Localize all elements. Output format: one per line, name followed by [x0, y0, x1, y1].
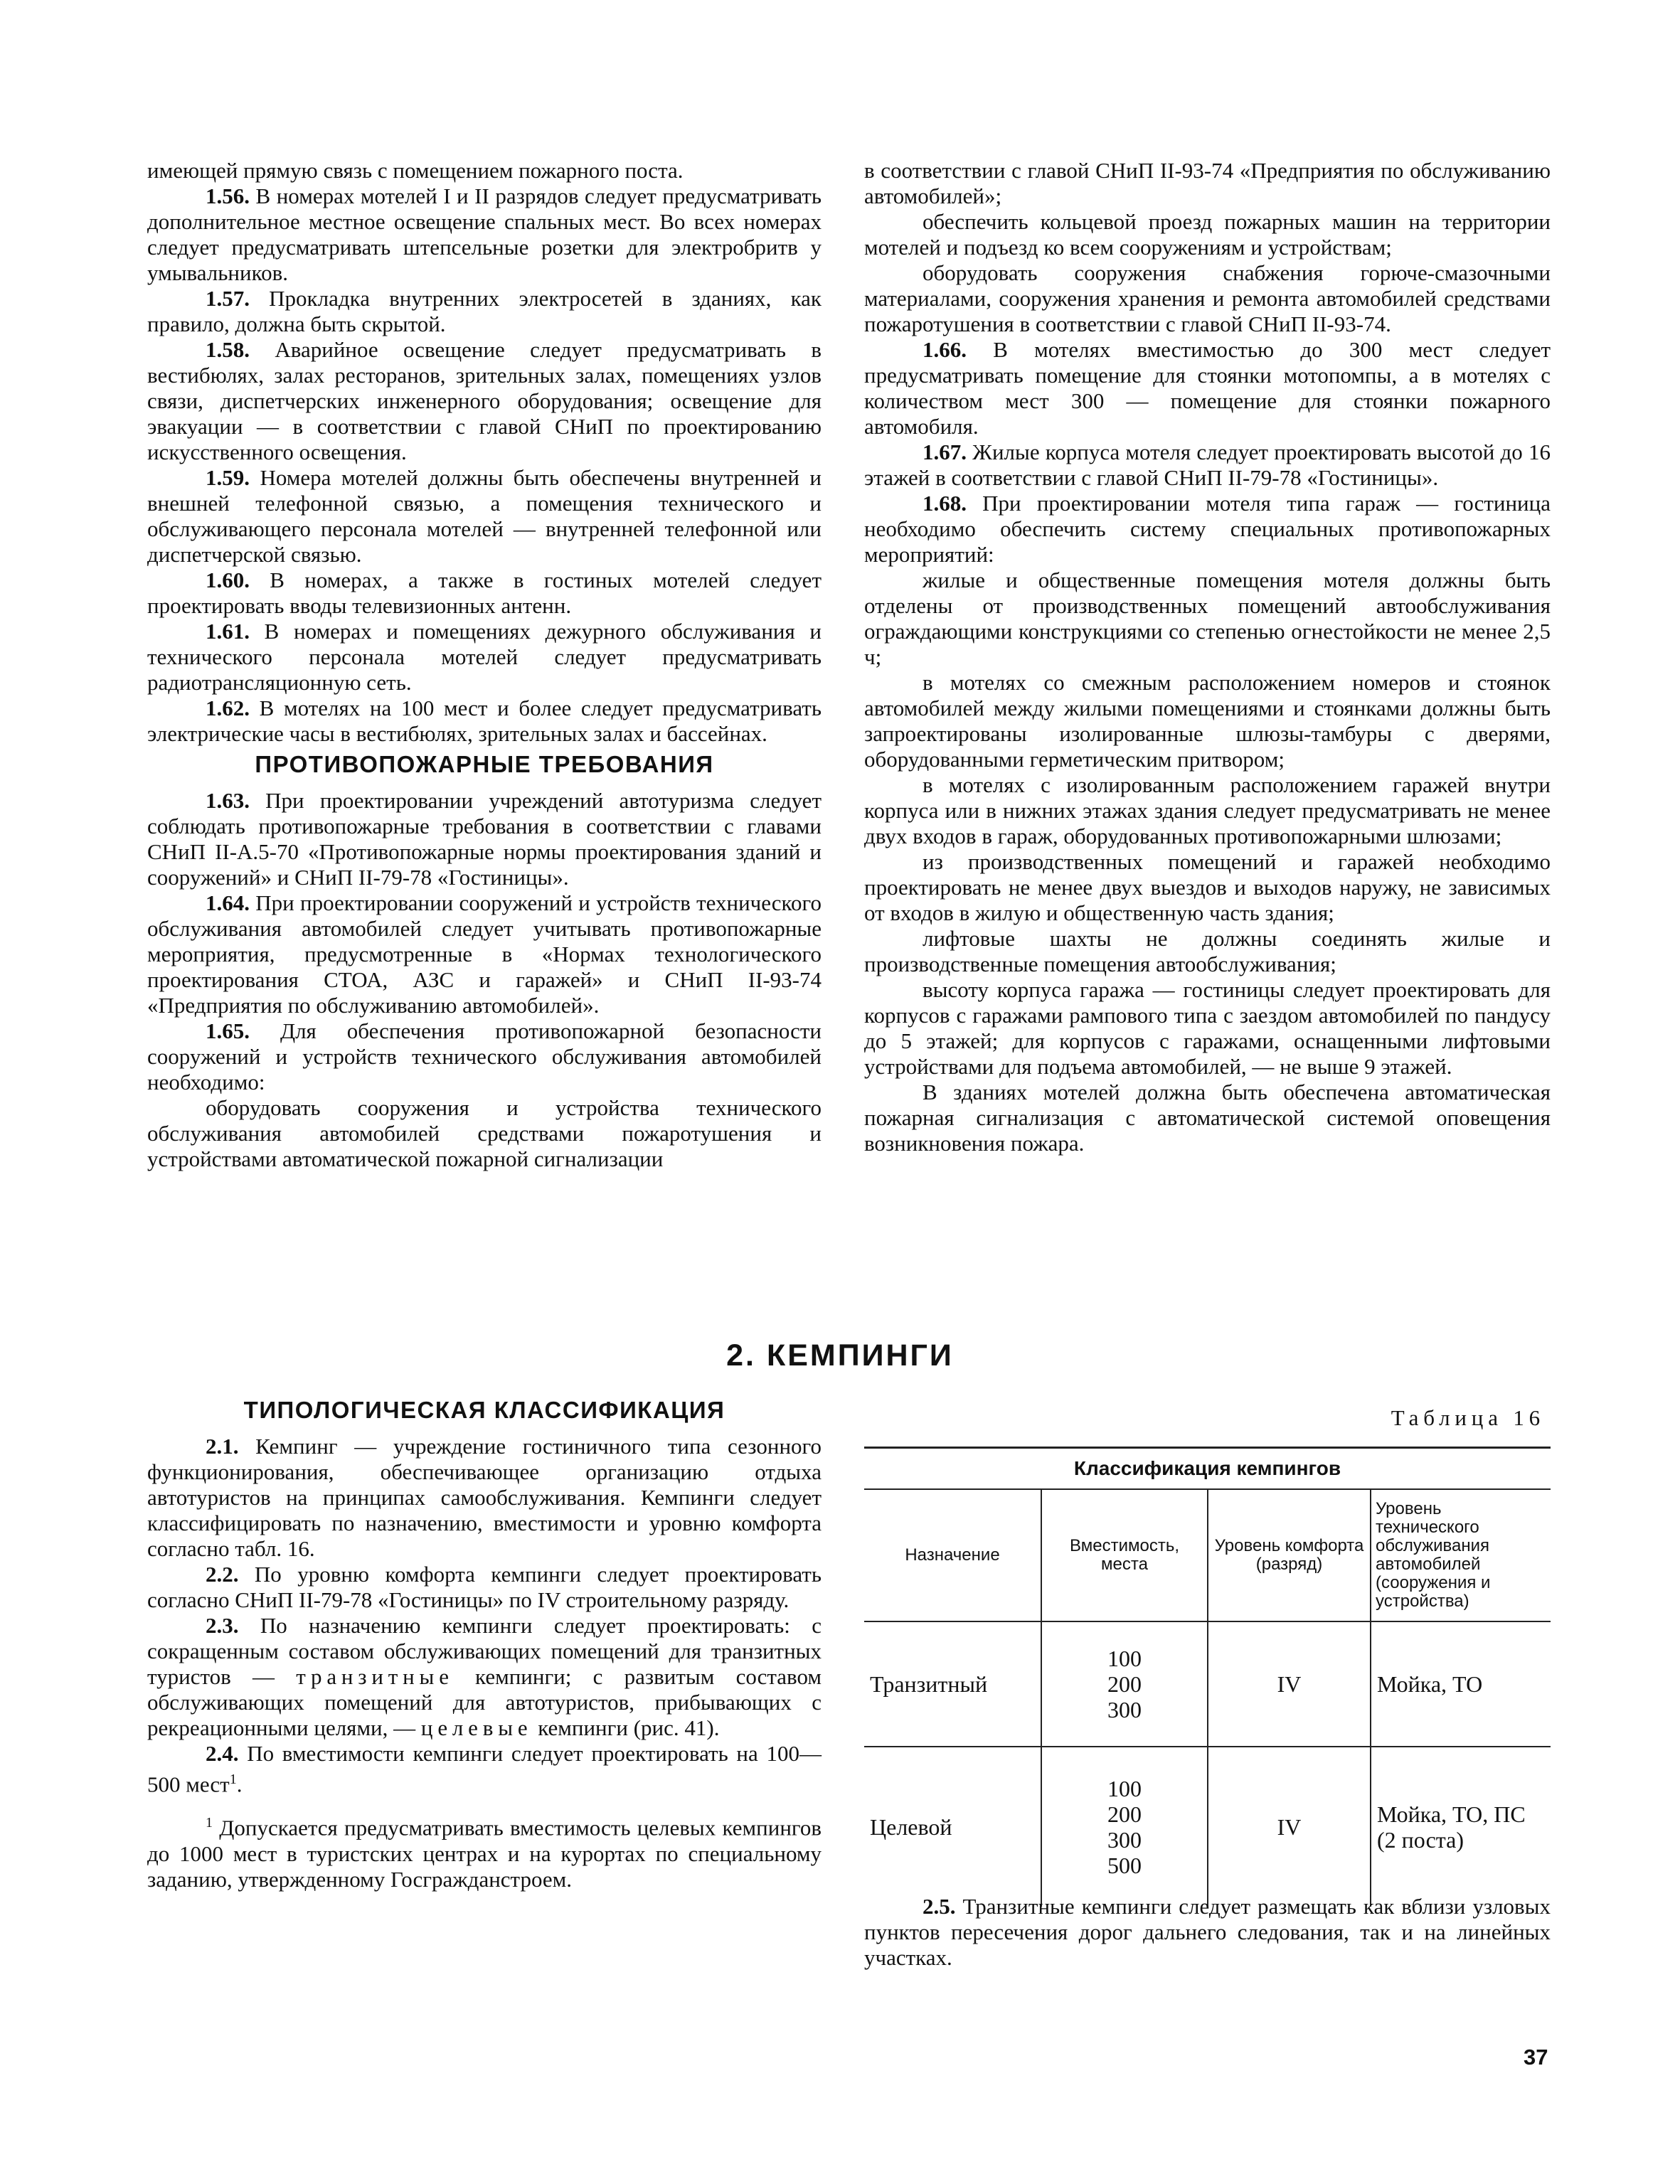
table-row	[864, 1621, 1551, 1747]
clause-text: По назначению кемпинги следует проектировать: с сокращенным составом обслуживающих помещений для транзитных туристов —	[147, 1613, 822, 1689]
clause-number: 1.60.	[206, 568, 250, 592]
clause-text: Жилые корпуса мотеля следует проектировать высотой до 16 этажей в соответствии с главой СНиП II-79-78 «Гостиницы».	[864, 440, 1551, 490]
clause-number: 1.61.	[206, 619, 250, 644]
cell-capacity	[1041, 1747, 1208, 1907]
footnote	[147, 1810, 822, 1892]
page-number: 37	[1524, 2045, 1548, 2070]
footnote-text	[147, 1810, 822, 1892]
clause-text: Аварийное освещение следует предусматривать в вестибюлях, залах ресторанов, зрительных залах, помещениях узлов связи, диспетчерских инженерного оборудования; освещение для эвакуации — в соответствии с главой СНиП по проектированию искусственного освещения.	[147, 337, 822, 464]
header-capacity: Вместимость, места	[1041, 1489, 1208, 1621]
paragraph-1-60	[147, 568, 822, 619]
capacity-value: 100	[1107, 1646, 1142, 1671]
spaced-term: транзитные	[296, 1664, 454, 1689]
paragraph-1-59	[147, 465, 822, 568]
cell-comfort: IV	[1208, 1747, 1371, 1907]
clause-number: 1.57.	[206, 286, 250, 311]
fire-requirements-heading: ПРОТИВОПОЖАРНЫЕ ТРЕБОВАНИЯ	[255, 751, 714, 777]
capacity-value: 200	[1107, 1801, 1142, 1827]
paragraph-1-67	[864, 440, 1551, 491]
paragraph-1-66	[864, 337, 1551, 440]
paragraph-2-2	[147, 1562, 822, 1613]
footnote-mark: 1	[206, 1815, 213, 1831]
footnote-body: Допускается предусматривать вместимость целевых кемпингов до 1000 мест в туристских центрах и на курортах по специальному заданию, утвержденному Госгражданстроем.	[147, 1815, 822, 1892]
cell-purpose: Транзитный	[864, 1621, 1041, 1747]
classification-table	[864, 1447, 1551, 1907]
clause-number: 1.59.	[206, 465, 250, 490]
clause-number: 1.58.	[206, 337, 250, 362]
cell-service: Мойка, ТО	[1371, 1621, 1551, 1747]
clause-text: В мотелях на 100 мест и более следует предусматривать электрические часы в вестибюлях, зрительных залах и бассейнах.	[147, 696, 822, 746]
paragraph-list-item: в мотелях со смежным расположением номеров и стоянок автомобилей между жилыми помещениями и стоянками должны быть запроектированы изолированные шлюзы-тамбуры с дверями, оборудованными герметическим притвором;	[864, 670, 1551, 772]
clause-text: В мотелях вместимостью до 300 мест следует предусматривать помещение для стоянки мотопомпы, а в мотелях с количеством мест 300 — помещение для стоянки пожарного автомобиля.	[864, 337, 1551, 439]
clause-number: 1.66.	[923, 337, 967, 362]
clause-text: кемпинги; с развитым составом обслуживающих помещений для автотуристов, прибывающих с рекреационными целями, —	[147, 1664, 822, 1740]
paragraph-1-63	[147, 788, 822, 890]
spaced-term: целевые	[420, 1715, 533, 1740]
bottom-left-column	[147, 1392, 822, 1892]
clause-text: В номерах и помещениях дежурного обслуживания и технического персонала мотелей следует предусматривать радиотрансляционную сеть.	[147, 619, 822, 695]
clause-text: Прокладка внутренних электросетей в зданиях, как правило, должна быть скрытой.	[147, 286, 822, 336]
cell-comfort: IV	[1208, 1621, 1371, 1747]
paragraph-list-item: оборудовать сооружения и устройства технического обслуживания автомобилей средствами пожаротушения и устройствами автоматической пожарной сигнализации	[147, 1095, 822, 1171]
clause-number: 1.62.	[206, 696, 250, 720]
clause-number: 1.67.	[923, 440, 967, 464]
clause-text: В номерах, а также в гостиных мотелей следует проектировать вводы телевизионных антенн.	[147, 568, 822, 618]
paragraph-list-item: лифтовые шахты не должны соединять жилые и производственные помещения автообслуживания;	[864, 926, 1551, 976]
clause-number: 2.4.	[206, 1741, 239, 1766]
capacity-value: 200	[1107, 1671, 1142, 1697]
paragraph-1-61	[147, 619, 822, 696]
clause-text: По уровню комфорта кемпинги следует проектировать согласно СНиП II-79-78 «Гостиницы» по IV строительному разряду.	[147, 1562, 822, 1612]
paragraph-2-1	[147, 1434, 822, 1562]
clause-text: кемпинги (рис. 41).	[532, 1715, 720, 1740]
clause-end: .	[236, 1772, 243, 1797]
header-service: Уровень технического обслуживания автомобилей (сооружения и устройства)	[1371, 1489, 1551, 1621]
table-row	[864, 1747, 1551, 1907]
paragraph-2-4	[147, 1741, 822, 1797]
capacity-value: 100	[1107, 1776, 1142, 1801]
left-column	[147, 158, 822, 1172]
capacity-value: 300	[1107, 1697, 1142, 1722]
clause-number: 1.65.	[206, 1018, 250, 1043]
clause-number: 2.3.	[206, 1613, 239, 1638]
paragraph-continuation: в соответствии с главой СНиП II-93-74 «Предприятия по обслуживанию автомобилей»;	[864, 158, 1551, 208]
clause-number: 1.63.	[206, 788, 250, 813]
paragraph-1-58	[147, 337, 822, 465]
paragraph-2-5	[864, 1894, 1551, 1971]
paragraph-1-56	[147, 183, 822, 286]
paragraph-list-item: жилые и общественные помещения мотеля должны быть отделены от производственных помещений автообслуживания ограждающими конструкциями со степенью огнестойкости не менее 2,5 ч;	[864, 568, 1551, 669]
paragraph-list-item: оборудовать сооружения снабжения горюче-смазочными материалами, сооружения хранения и ремонта автомобилей средствами пожаротушения в соответствии с главой СНиП II-93-74.	[864, 260, 1551, 336]
paragraph-1-62	[147, 696, 822, 747]
cell-service: Мойка, ТО, ПС (2 поста)	[1371, 1747, 1551, 1907]
paragraph-list-item: в мотелях с изолированным расположением гаражей внутри корпуса или в нижних этажах здания следует предусматривать не менее двух входов в гараж, оборудованных противопожарными шлюзами;	[864, 772, 1551, 848]
clause-text: В номерах мотелей I и II разрядов следует предусматривать дополнительное местное освещение спальных мест. Во всех номерах следует предусматривать штепсельные розетки для электробритв у умывальников.	[147, 183, 822, 285]
paragraph-2-3	[147, 1613, 822, 1741]
clause-text: При проектировании учреждений автотуризма следует соблюдать противопожарные требования в соответствии с главами СНиП II-А.5-70 «Противопожарные нормы проектирования зданий и сооружений» и СНиП II-79-78 «Гостиницы».	[147, 788, 822, 890]
paragraph-list-item: из производственных помещений и гаражей необходимо проектировать не менее двух выездов и выходов наружу, не зависимых от входов в жилую и общественную часть здания;	[864, 849, 1551, 925]
capacity-value: 500	[1107, 1853, 1142, 1878]
clause-number: 2.2.	[206, 1562, 239, 1587]
clause-text: Транзитные кемпинги следует размещать как вблизи узловых пунктов пересечения дорог дальнего следования, так и на линейных участках.	[864, 1894, 1551, 1970]
cell-purpose: Целевой	[864, 1747, 1041, 1907]
header-comfort: Уровень комфорта (разряд)	[1208, 1489, 1371, 1621]
clause-number: 1.64.	[206, 890, 250, 915]
paragraph-1-57	[147, 286, 822, 337]
right-column	[864, 158, 1551, 1156]
clause-number: 1.68.	[923, 491, 967, 516]
paragraph-1-64	[147, 890, 822, 1018]
paragraph-1-65	[147, 1018, 822, 1095]
clause-text: При проектировании мотеля типа гараж — гостиница необходимо обеспечить систему специальных противопожарных мероприятий:	[864, 491, 1551, 567]
paragraph-list-item: В зданиях мотелей должна быть обеспечена автоматическая пожарная сигнализация с автоматической системой оповещения возникновения пожара.	[864, 1080, 1551, 1156]
table-title: Классификация кемпингов	[864, 1448, 1551, 1490]
bottom-right-column	[864, 1894, 1551, 1971]
paragraph-1-68	[864, 491, 1551, 568]
table-caption: Таблица 16	[1391, 1405, 1545, 1430]
paragraph-list-item: высоту корпуса гаража — гостиницы следует проектировать для корпусов с гаражами рампового типа с заездом автомобилей по пандусу до 5 этажей; для корпусов с гаражами, оснащенными лифтовыми устройствами для подъема автомобилей, — не выше 9 этажей.	[864, 977, 1551, 1079]
clause-text: По вместимости кемпинги следует проектировать на 100—500 мест	[147, 1741, 822, 1797]
chapter-title: 2. КЕМПИНГИ	[726, 1338, 954, 1373]
clause-text: Для обеспечения противопожарной безопасности сооружений и устройств технического обслуживания автомобилей необходимо:	[147, 1018, 822, 1094]
typology-heading: ТИПОЛОГИЧЕСКАЯ КЛАССИФИКАЦИЯ	[243, 1397, 725, 1423]
clause-number: 2.1.	[206, 1434, 239, 1459]
clause-text: Кемпинг — учреждение гостиничного типа сезонного функционирования, обеспечивающее организацию отдыха автотуристов на принципах самообслуживания. Кемпинги следует классифицировать по назначению, вместимости и уровню комфорта согласно табл. 16.	[147, 1434, 822, 1561]
capacity-value: 300	[1107, 1827, 1142, 1853]
clause-text: При проектировании сооружений и устройств технического обслуживания автомобилей следует учитывать противопожарные мероприятия, предусмотренные в «Нормах технологического проектирования СТОА, АЗС и гаражей» и СНиП II-93-74 «Предприятия по обслуживанию автомобилей».	[147, 890, 822, 1018]
clause-text: Номера мотелей должны быть обеспечены внутренней и внешней телефонной связью, а помещения технического и обслуживающего персонала мотелей — внутренней телефонной или диспетчерской связью.	[147, 465, 822, 567]
clause-number: 1.56.	[206, 183, 250, 208]
header-purpose: Назначение	[864, 1489, 1041, 1621]
paragraph-continuation: имеющей прямую связь с помещением пожарного поста.	[147, 158, 684, 183]
cell-capacity	[1041, 1621, 1208, 1747]
clause-number: 2.5.	[923, 1894, 956, 1919]
footnote-ref: 1	[229, 1772, 237, 1787]
paragraph-list-item: обеспечить кольцевой проезд пожарных машин на территории мотелей и подъезд ко всем сооружениям и устройствам;	[864, 209, 1551, 260]
